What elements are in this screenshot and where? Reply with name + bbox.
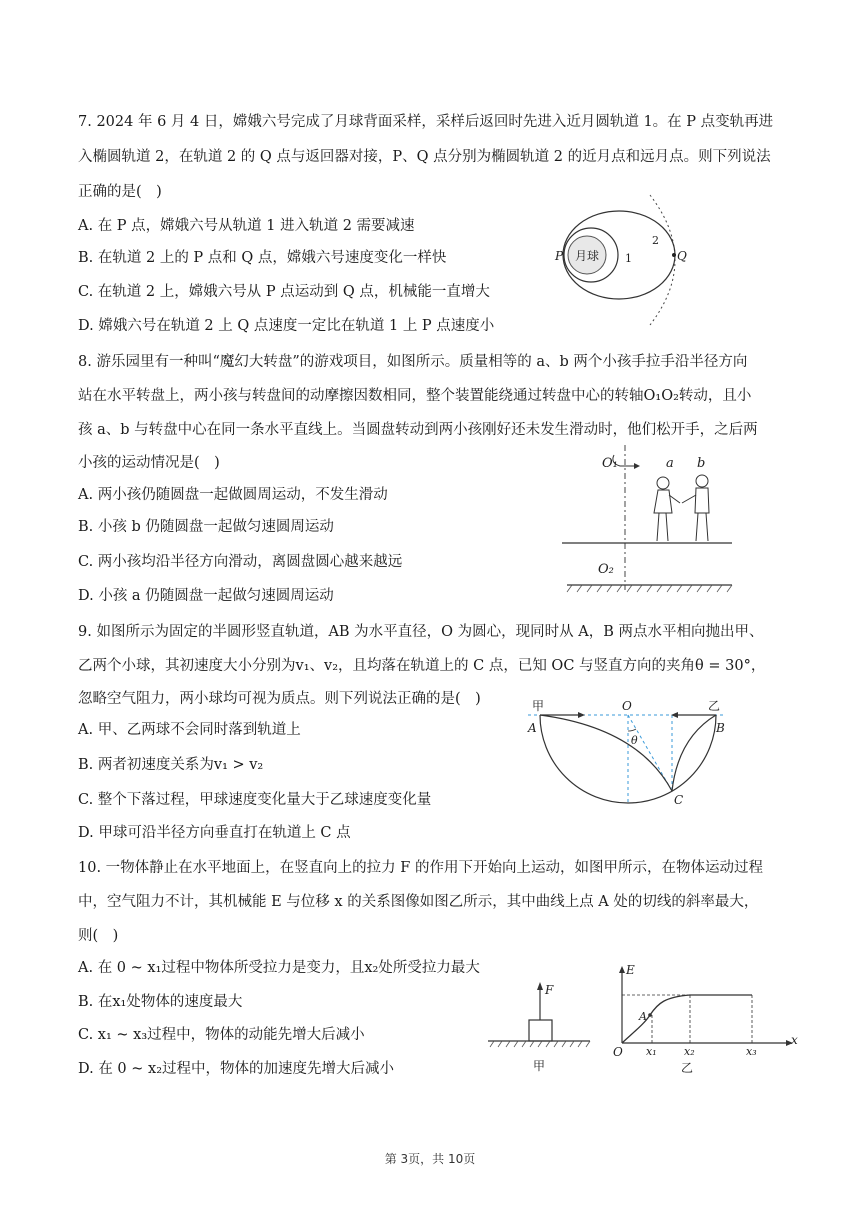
question-8-option-b: B. 小孩 b 仍随圆盘一起做匀速圆周运动	[78, 519, 334, 535]
question-8-option-c: C. 两小孩均沿半径方向滑动，离圆盘圆心越来越远	[78, 554, 403, 570]
point-a-label: A	[639, 1010, 647, 1023]
axis-top-label: O₁	[602, 456, 618, 471]
approach-trajectory	[650, 195, 675, 325]
e-axis-label: E	[626, 963, 635, 977]
x3-tick-label: x₃	[746, 1045, 757, 1058]
origin-label: O	[613, 1045, 623, 1059]
question-10-text-line-3: 则( )	[78, 928, 119, 944]
block	[529, 1020, 552, 1041]
x-axis-label: x	[791, 1033, 798, 1047]
question-9-option-c: C. 整个下落过程，甲球速度变化量大于乙球速度变化量	[78, 792, 432, 808]
question-10-text-line-1: 10. 一物体静止在水平地面上，在竖直向上的拉力 F 的作用下开始向上运动，如图甲所示，在物体运动过程	[78, 860, 763, 876]
question-7-text-line-1: 7. 2024 年 6 月 4 日，嫦娥六号完成了月球背面采样，采样后返回时先进入近月圆轨道 1。在 P 点变轨再进	[78, 114, 774, 130]
question-10-text-line-2: 中，空气阻力不计，其机械能 E 与位移 x 的关系图像如图乙所示，其中曲线上点 A 处的切线的斜率最大，	[78, 894, 759, 910]
figure-yi-caption: 乙	[681, 1061, 694, 1075]
question-7-option-c: C. 在轨道 2 上，嫦娥六号从 P 点运动到 Q 点，机械能一直增大	[78, 284, 490, 300]
question-8-text-line-3: 孩 a、b 与转盘中心在同一条水平直线上。当圆盘转动到两小孩刚好还未发生滑动时，他们松开手，之后两	[78, 422, 758, 438]
force-block-figure	[488, 980, 593, 1075]
point-a-dot	[648, 1013, 652, 1017]
question-7-option-a: A. 在 P 点，嫦娥六号从轨道 1 进入轨道 2 需要减速	[78, 218, 415, 234]
trajectory-jia	[540, 715, 672, 791]
orbit-1-label: 1	[625, 252, 632, 265]
question-10-option-d: D. 在 0 ~ x₂过程中，物体的加速度先增大后减小	[78, 1061, 395, 1077]
question-9-text-line-2: 乙两个小球，其初速度大小分别为v₁、v₂，且均落在轨道上的 C 点，已知 OC 与竖直方向的夹角θ = 30°，	[78, 658, 766, 674]
figure-jia-caption: 甲	[533, 1059, 546, 1073]
question-10-option-c: C. x₁ ~ x₃过程中，物体的动能先增大后减小	[78, 1027, 365, 1043]
e-axis-arrowhead	[619, 966, 625, 973]
child-b-figure	[682, 475, 709, 541]
orbit-figure	[555, 190, 705, 330]
question-7-option-b: B. 在轨道 2 上的 P 点和 Q 点，嫦娥六号速度变化一样快	[78, 250, 447, 266]
theta-arc	[628, 729, 636, 731]
question-10-option-b: B. 在x₁处物体的速度最大	[78, 994, 243, 1010]
question-7-text-line-3: 正确的是( )	[78, 184, 162, 200]
trajectory-yi	[672, 715, 716, 791]
question-7-option-d: D. 嫦娥六号在轨道 2 上 Q 点速度一定比在轨道 1 上 P 点速度小	[78, 318, 495, 334]
page-footer: 第 3页，共 10页	[384, 1152, 476, 1166]
force-arrowhead	[537, 982, 543, 990]
question-9-option-a: A. 甲、乙两球不会同时落到轨道上	[78, 722, 301, 738]
point-a-label: A	[528, 721, 537, 735]
point-q-label: Q	[677, 249, 687, 263]
child-a-figure	[654, 477, 680, 541]
floor-hatching	[490, 1041, 590, 1047]
question-9-text-line-3: 忽略空气阻力，两小球均可视为质点。则下列说法正确的是( )	[78, 691, 481, 707]
question-9-text-line-1: 9. 如图所示为固定的半圆形竖直轨道，AB 为水平直径，O 为圆心，现同时从 A，B 两点水平相向抛出甲、	[78, 624, 764, 640]
question-8-text-line-2: 站在水平转盘上，两小孩与转盘间的动摩擦因数相同，整个装置能绕通过转盘中心的转轴O₁O₂转动，且小	[78, 388, 752, 404]
child-a-label: a	[666, 456, 674, 471]
question-10-option-a: A. 在 0 ~ x₁过程中物体所受拉力是变力，且x₂处所受拉力最大	[78, 960, 480, 976]
rotation-arrowhead	[634, 463, 640, 469]
force-label: F	[545, 983, 554, 997]
ball-jia-label: 甲	[532, 699, 545, 713]
turntable-figure	[562, 445, 737, 595]
semicircle-track-figure	[528, 698, 733, 813]
point-b-label: B	[716, 721, 725, 735]
point-q-dot	[672, 253, 676, 257]
point-c-label: C	[674, 793, 684, 807]
theta-label: θ	[631, 734, 638, 747]
child-b-label: b	[697, 456, 706, 471]
question-9-option-d: D. 甲球可沿半径方向垂直打在轨道上 C 点	[78, 825, 351, 841]
point-p-label: P	[555, 249, 564, 263]
question-8-option-d: D. 小孩 a 仍随圆盘一起做匀速圆周运动	[78, 588, 334, 604]
question-9-option-b: B. 两者初速度关系为v₁ > v₂	[78, 757, 264, 773]
ball-yi-label: 乙	[708, 699, 721, 713]
ground-hatching	[567, 585, 732, 592]
energy-displacement-graph	[610, 963, 800, 1078]
x1-tick-label: x₁	[646, 1045, 657, 1058]
moon-label: 月球	[574, 249, 600, 263]
question-8-text-line-4: 小孩的运动情况是( )	[78, 455, 220, 471]
axis-bottom-label: O₂	[598, 562, 614, 577]
x2-tick-label: x₂	[684, 1045, 695, 1058]
orbit-2-label: 2	[652, 234, 659, 247]
velocity-arrowhead-jia	[578, 712, 585, 718]
question-7-text-line-2: 入椭圆轨道 2，在轨道 2 的 Q 点与返回器对接，P、Q 点分别为椭圆轨道 2 的近月点和远月点。则下列说法	[78, 149, 771, 165]
question-8-text-line-1: 8. 游乐园里有一种叫“魔幻大转盘”的游戏项目，如图所示。质量相等的 a、b 两个小孩手拉手沿半径方向	[78, 354, 748, 370]
center-o-label: O	[622, 699, 632, 713]
question-8-option-a: A. 两小孩仍随圆盘一起做圆周运动，不发生滑动	[78, 487, 388, 503]
